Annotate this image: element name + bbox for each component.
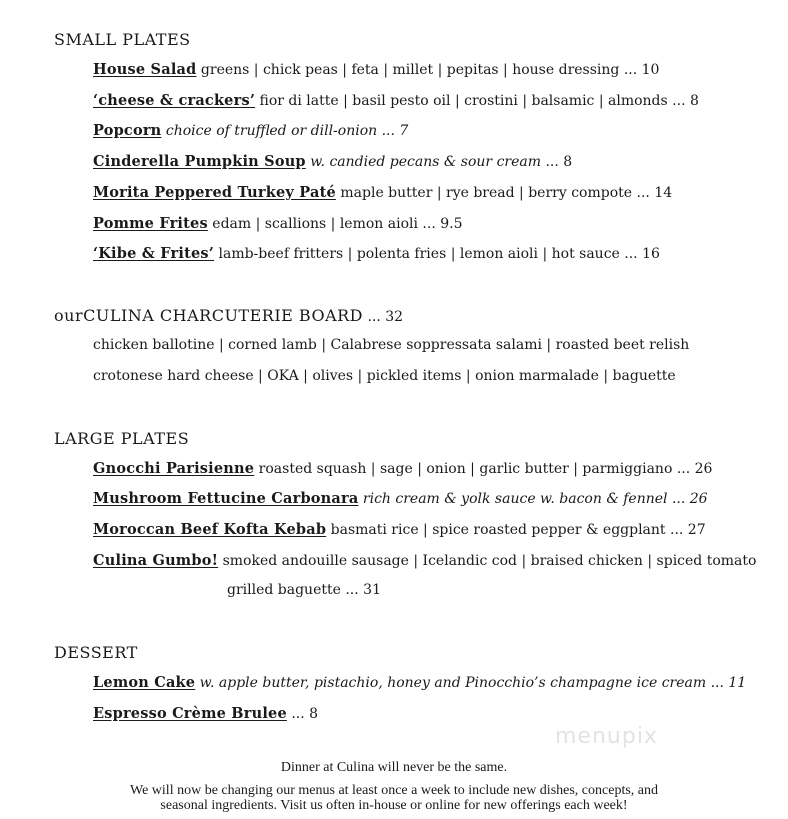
item-price: ... 11 (706, 675, 747, 691)
item-description: basmati rice | spice roasted pepper & eggplant (326, 522, 666, 538)
footer-tagline: Dinner at Culina will never be the same. (280, 760, 508, 775)
charcuterie-line-2: crotonese hard cheese | OKA | olives | pickled items | onion marmalade | baguette (93, 368, 676, 384)
item-price: ... 8 (286, 706, 319, 722)
item-name: Pomme Frites (93, 215, 208, 232)
item-price: ... 16 (619, 246, 660, 262)
item-price: ... 31 (340, 582, 381, 598)
item-name: Culina Gumbo! (93, 552, 219, 569)
item-description: roasted squash | sage | onion | garlic butter | parmiggiano (254, 461, 673, 477)
item-description: smoked andouille sausage | Icelandic cod | braised chicken | spiced tomato (218, 553, 757, 569)
item-price: ... 8 (667, 93, 699, 109)
item-price: ... 27 (665, 522, 706, 538)
item-price: ... 7 (377, 123, 409, 139)
item-name: ‘Kibe & Frites’ (93, 245, 215, 262)
item-name: Mushroom Fettucine Carbonara (93, 490, 359, 507)
item-price: ... 10 (619, 62, 660, 78)
item-name: House Salad (93, 61, 197, 78)
item-description: fior di latte | basil pesto oil | crostini | balsamic | almonds (255, 93, 668, 109)
section-title-charcuterie (54, 306, 403, 325)
item-name: Lemon Cake (93, 674, 196, 691)
section-price: ... 32 (363, 309, 404, 325)
footer-note-line-2: seasonal ingredients. Visit us often in-house or online for new offerings each week! (160, 798, 628, 813)
item-description-continued: grilled baguette (227, 582, 341, 598)
menu-item-kibe-frites (93, 245, 660, 262)
menu-item-gnocchi (93, 460, 712, 477)
menu-item-pomme-frites (93, 215, 462, 232)
item-description: w. apple butter, pistachio, honey and Pinocchio’s champagne ice cream (195, 675, 707, 691)
menu-item-gumbo (93, 552, 756, 569)
section-title-dessert: DESSERT (54, 643, 138, 662)
item-name: Moroccan Beef Kofta Kebab (93, 521, 327, 538)
item-name: Popcorn (93, 122, 162, 139)
item-price: ... 26 (672, 461, 713, 477)
item-description: w. candied pecans & sour cream (305, 154, 542, 170)
menu-item-turkey-pate (93, 184, 672, 201)
item-name: Gnocchi Parisienne (93, 460, 255, 477)
item-name: Morita Peppered Turkey Paté (93, 184, 336, 201)
footer-note-line-1: We will now be changing our menus at least once a week to include new dishes, concepts, and (130, 783, 658, 798)
menu-item-kofta-kebab (93, 521, 706, 538)
item-description: edam | scallions | lemon aioli (207, 216, 418, 232)
item-name: ‘cheese & crackers’ (93, 92, 256, 109)
item-name: Cinderella Pumpkin Soup (93, 153, 306, 170)
item-price: ... 8 (541, 154, 573, 170)
menu-item-cheese-crackers (93, 92, 699, 109)
item-name: Espresso Crème Brulee (93, 705, 287, 722)
menu-item-carbonara (93, 490, 708, 507)
section-title-small-plates: SMALL PLATES (54, 30, 191, 49)
item-description: choice of truffled or dill-onion (161, 123, 378, 139)
item-description: lamb-beef fritters | polenta fries | lemon aioli | hot sauce (214, 246, 620, 262)
section-title-large-plates: LARGE PLATES (54, 429, 190, 448)
menu-item-creme-brulee (93, 705, 318, 722)
item-price: ... 9.5 (417, 216, 463, 232)
item-price: ... 26 (667, 491, 708, 507)
menu-item-lemon-cake (93, 674, 746, 691)
item-description: greens | chick peas | feta | millet | pepitas | house dressing (196, 62, 620, 78)
menu-item-house-salad (93, 61, 659, 78)
charcuterie-line-1: chicken ballotine | corned lamb | Calabrese soppressata salami | roasted beet relish (93, 337, 690, 353)
item-description: maple butter | rye bread | berry compote (335, 185, 633, 201)
menu-item-gumbo-continuation (227, 582, 381, 598)
menu-item-popcorn (93, 122, 408, 139)
section-title-text: ourCULINA CHARCUTERIE BOARD (54, 306, 364, 325)
item-price: ... 14 (632, 185, 673, 201)
item-description: rich cream & yolk sauce w. bacon & fennel (358, 491, 668, 507)
menu-item-pumpkin-soup (93, 153, 572, 170)
watermark: menupix (555, 724, 658, 749)
